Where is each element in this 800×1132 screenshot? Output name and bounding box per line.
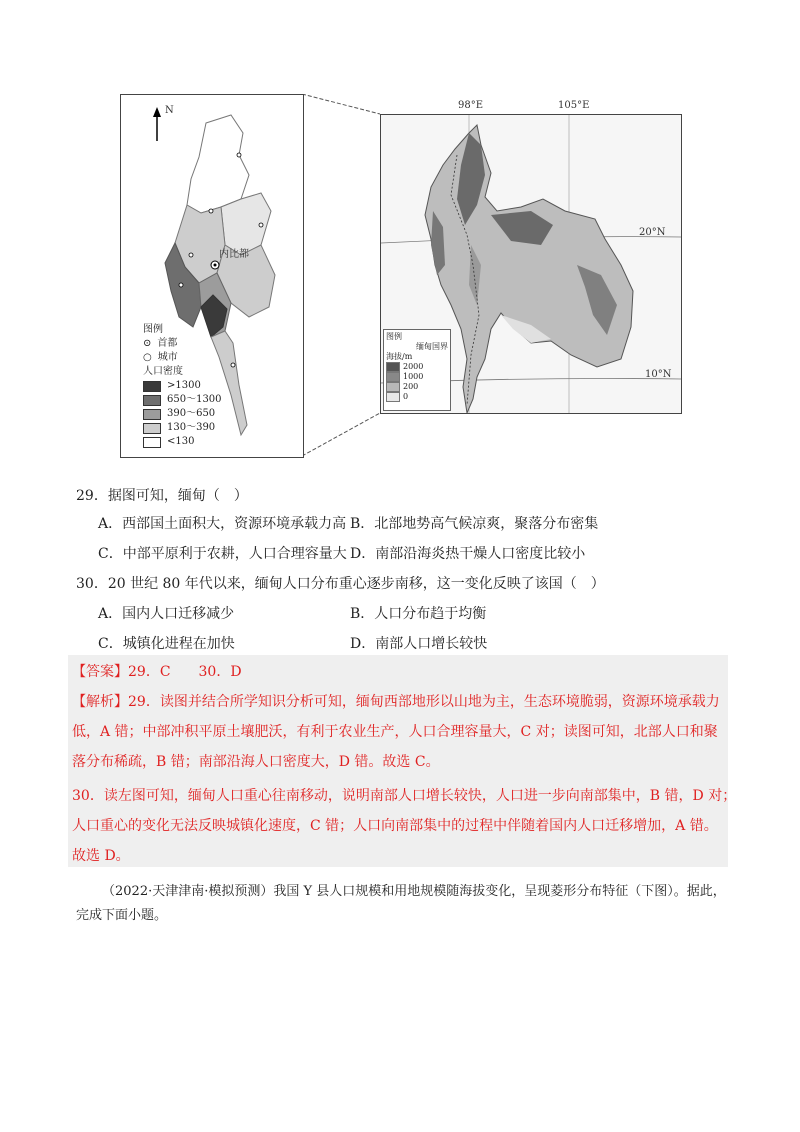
analysis-line-6: 故选 D。 bbox=[72, 848, 130, 864]
legend-density-row: 390～650 bbox=[143, 407, 222, 421]
lon-label-105: 105°E bbox=[558, 100, 590, 111]
analysis-line-3: 落分布稀疏，B 错；南部沿海人口密度大，D 错。故选 C。 bbox=[72, 754, 440, 770]
legend-density-title: 人口密度 bbox=[143, 366, 183, 377]
answer-tag: 【答案】 bbox=[72, 664, 128, 680]
analysis-tag: 【解析】 bbox=[72, 694, 128, 710]
q29-option-b: B．北部地势高气候凉爽，聚落分布密集 bbox=[350, 516, 599, 532]
question-29-stem: 29．据图可知，缅甸（ ） bbox=[76, 488, 248, 504]
elevation-title: 海拔/m bbox=[386, 352, 413, 361]
elevation-row: 200 bbox=[386, 382, 448, 392]
population-density-map bbox=[120, 94, 304, 458]
map-figure bbox=[120, 94, 680, 454]
q29-option-a: A．西部国土面积大，资源环境承载力高 bbox=[98, 516, 347, 532]
relief-map bbox=[380, 114, 682, 414]
legend-density-row: 650～1300 bbox=[143, 393, 222, 407]
answer-line bbox=[72, 662, 242, 682]
lat-label-10: 10°N bbox=[645, 369, 672, 380]
next-question-intro: （2022·天津津南·模拟预测）我国 Y 县人口规模和用地规模随海拔变化，呈现菱形分布特征（下图）。据此，完成下面小题。 bbox=[76, 884, 726, 923]
elevation-row: 1000 bbox=[386, 372, 448, 382]
q30-option-b: B．人口分布趋于均衡 bbox=[350, 606, 487, 622]
border-legend: 缅甸国界 bbox=[416, 342, 448, 351]
analysis-line-2: 低，A 错；中部冲积平原土壤肥沃，有利于农业生产，人口合理容量大，C 对；读图可知，北部人口和聚 bbox=[72, 724, 718, 740]
analysis-line-4: 30．读左图可知，缅甸人口重心往南移动，说明南部人口增长较快，人口进一步向南部集中，B 错，D 对； bbox=[72, 788, 737, 804]
elevation-row: 0 bbox=[386, 392, 448, 402]
lon-label-98: 98°E bbox=[458, 100, 484, 111]
lat-label-20: 20°N bbox=[639, 227, 666, 238]
analysis-line-5: 人口重心的变化无法反映城镇化速度，C 错；人口向南部集中的过程中伴随着国内人口迁移增加，A 错。 bbox=[72, 818, 718, 834]
q29-option-d: D．南部沿海炎热干燥人口密度比较小 bbox=[350, 546, 586, 562]
density-legend bbox=[143, 323, 222, 449]
legend-capital-row: ⊙ 首都 bbox=[143, 338, 178, 349]
q30-option-c: C．城镇化进程在加快 bbox=[98, 636, 235, 652]
capital-label: 内比都 bbox=[219, 249, 249, 260]
q30-option-a: A．国内人口迁移减少 bbox=[98, 606, 235, 622]
question-30-stem: 30．20 世纪 80 年代以来，缅甸人口分布重心逐步南移，这一变化反映了该国（ ） bbox=[76, 576, 605, 592]
north-label: N bbox=[165, 105, 174, 116]
legend-density-row: >1300 bbox=[143, 379, 222, 393]
q30-option-d: D．南部人口增长较快 bbox=[350, 636, 488, 652]
answer-text: 29．C 30．D bbox=[128, 664, 242, 680]
legend-city-row: ○ 城市 bbox=[143, 352, 178, 363]
legend-title: 图例 bbox=[143, 324, 163, 335]
elevation-legend bbox=[383, 329, 451, 411]
legend-title: 图例 bbox=[386, 332, 402, 341]
q29-option-c: C．中部平原利于农耕，人口合理容量大 bbox=[98, 546, 347, 562]
city-icon: ○ bbox=[143, 352, 152, 363]
legend-density-row: 130～390 bbox=[143, 421, 222, 435]
analysis-line-1: 【解析】29．读图并结合所学知识分析可知，缅甸西部地形以山地为主，生态环境脆弱，资源环境承载力 bbox=[72, 694, 720, 710]
capital-icon: ⊙ bbox=[143, 338, 152, 349]
legend-density-row: <130 bbox=[143, 435, 222, 449]
elevation-row: 2000 bbox=[386, 362, 448, 372]
